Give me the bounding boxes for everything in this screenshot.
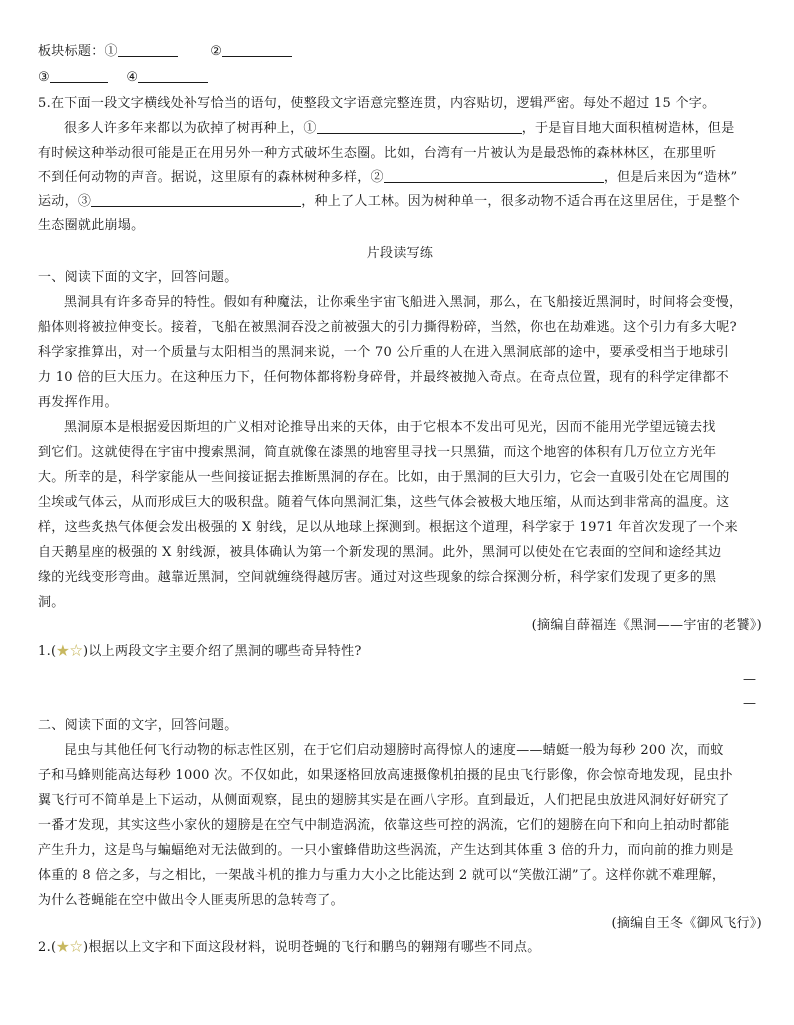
part2-para-line: 体重的 8 倍之多，与之相比，一架战斗机的推力与重力大小之比能达到 2 就可以“笑傲江湖”了。这样你就不难理解，	[38, 868, 726, 883]
part1-para2-line: 自天鹅星座的极强的 X 射线源，被具体确认为第一个新发现的黑洞。此外，黑洞可以使处在它表面的空间和途经其边	[38, 545, 722, 560]
part2-para-line: 子和马蜂则能高达每秒 1000 次。不仅如此，如果逐格回放高速摄像机拍摄的昆虫飞行影像，你会惊奇地发现，昆虫扑	[38, 768, 733, 783]
q5-blank-2[interactable]	[384, 168, 604, 183]
part2-para-line: 昆虫与其他任何飞行动物的标志性区别，在于它们启动翅膀时高得惊人的速度——蜻蜓一般为每秒 200 次，而蚊	[64, 743, 724, 758]
q5-line-1	[64, 117, 762, 141]
q5-text: ，但是后来因为“造林”	[603, 170, 738, 185]
question-1	[38, 640, 762, 664]
heading-blanks-row-2	[38, 66, 762, 90]
answer-blank-4[interactable]	[138, 68, 208, 83]
part1-para1-line: 再发挥作用。	[38, 395, 118, 410]
blank-number-2: ②	[210, 44, 223, 59]
part1-para1-line: 科学家推算出，对一个质量与太阳相当的黑洞来说，一个 70 公斤重的人在进入黑洞底部的途中，要承受相当于地球引	[38, 345, 730, 360]
q5-blank-1[interactable]	[317, 119, 522, 134]
answer-blank-3[interactable]	[50, 68, 108, 83]
part1-para2-line: 缘的光线变形弯曲。越靠近黑洞，空间就缠绕得越厉害。通过对这些现象的综合探测分析，科学家们发现了更多的黑	[38, 570, 717, 585]
blank-number-1: ①	[104, 44, 118, 59]
answer-blank-1[interactable]	[118, 42, 178, 57]
blank-number-4: ④	[126, 70, 139, 85]
part1-para2-line: 到它们。这就使得在宇宙中搜索黑洞，简直就像在漆黑的地窖里寻找一只黑猫，而这个地窖的体积有几万位立方光年	[38, 445, 717, 460]
q5-text: 很多人许多年来都以为砍掉了树再种上，①	[64, 121, 317, 136]
section-title: 片段读写练	[366, 246, 434, 261]
part1-para2-line: 样，这些炙热气体便会发出极强的 X 射线，足以从地球上探测到。根据这个道理，科学家于 1971 年首次发现了一个来	[38, 520, 738, 535]
difficulty-star-icon: ★☆	[56, 644, 83, 659]
q2-text: )根据以上文字和下面这段材料，说明苍蝇的飞行和鹏鸟的翱翔有哪些不同点。	[83, 940, 541, 955]
q5-line-4	[38, 190, 762, 214]
q5-line-3	[38, 166, 762, 190]
answer-blank-2[interactable]	[222, 42, 292, 57]
heading-blanks-row-1	[38, 40, 762, 64]
q5-line-2: 有时候这种举动很可能是正在用另外一种方式破坏生态圈。比如，台湾有一片被认为是最恐怖的森林林区，在那里听	[38, 146, 717, 161]
q1-text: )以上两段文字主要介绍了黑洞的哪些奇异特性?	[83, 644, 362, 659]
q5-text: 不到任何动物的声音。据说，这里原有的森林树种多样，②	[38, 170, 384, 185]
part2-para-line: 为什么苍蝇能在空中做出令人匪夷所思的急转弯了。	[38, 893, 344, 908]
part1-para2-line: 黑洞原本是根据爱因斯坦的广义相对论推导出来的天体，由于它根本不发出可见光，因而不能用光学望远镜去找	[64, 420, 716, 435]
question-2	[38, 936, 762, 960]
difficulty-star-icon: ★☆	[56, 940, 83, 955]
part2-heading: 二、阅读下面的文字，回答问题。	[38, 718, 238, 733]
q1-number: 1.(	[38, 644, 57, 659]
part1-heading: 一、阅读下面的文字，回答问题。	[38, 270, 238, 285]
part1-para1-line: 力 10 倍的巨大压力。在这种压力下，任何物体都将粉身碎骨，并最终被抛入奇点。在奇点位置，现有的科学定律都不	[38, 370, 730, 385]
heading-label: 板块标题：	[38, 44, 105, 59]
part2-source: (摘编自王冬《御风飞行》)	[611, 916, 762, 931]
part1-para2-line: 大。所幸的是，科学家能从一些间接证据去推断黑洞的存在。比如，由于黑洞的巨大引力，它会一直吸引处在它周围的	[38, 470, 730, 485]
q5-text: ，于是盲目地大面积植树造林，但是	[521, 121, 735, 136]
q5-prompt: 5.在下面一段文字横线处补写恰当的语句，使整段文字语意完整连贯，内容贴切，逻辑严密。每处不超过 15 个字。	[38, 96, 716, 111]
answer-line-mark[interactable]: —	[743, 696, 756, 711]
blank-number-3: ③	[38, 70, 50, 85]
q5-text: ，种上了人工林。因为树种单一，很多动物不适合再在这里居住，于是整个	[301, 194, 741, 209]
part1-para1-line: 黑洞具有许多奇异的特性。假如有种魔法，让你乘坐宇宙飞船进入黑洞，那么，在飞船接近黑洞时，时间将会变慢，	[64, 295, 743, 310]
part1-para2-line: 洞。	[38, 595, 65, 610]
part1-para2-line: 尘埃或气体云，从而形成巨大的吸积盘。随着气体向黑洞汇集，这些气体会被极大地压缩，从而达到非常高的温度。这	[38, 495, 730, 510]
answer-line-mark[interactable]: —	[743, 672, 756, 687]
q5-text: 运动，③	[38, 194, 92, 209]
q5-blank-3[interactable]	[91, 192, 301, 207]
q2-number: 2.(	[38, 940, 57, 955]
part2-para-line: 产生升力，这是鸟与蝙蝠绝对无法做到的。一只小蜜蜂借助这些涡流，产生达到其体重 3 倍的升力，而向前的推力则是	[38, 843, 734, 858]
part2-para-line: 一番才发现，其实这些小家伙的翅膀是在空气中制造涡流，依靠这些可控的涡流，它们的翅膀在向下和向上拍动时都能	[38, 818, 730, 833]
part1-para1-line: 船体则将被拉伸变长。接着，飞船在被黑洞吞没之前被强大的引力撕得粉碎，当然，你也在劫难逃。这个引力有多大呢?	[38, 320, 737, 335]
part2-para-line: 翼飞行可不简单是上下运动，从侧面观察，昆虫的翅膀其实是在画八字形。直到最近，人们把昆虫放进风洞好好研究了	[38, 793, 730, 808]
part1-source: (摘编自薛福连《黑洞——宇宙的老饕》)	[531, 618, 762, 633]
q5-line-5: 生态圈就此崩塌。	[38, 218, 145, 233]
